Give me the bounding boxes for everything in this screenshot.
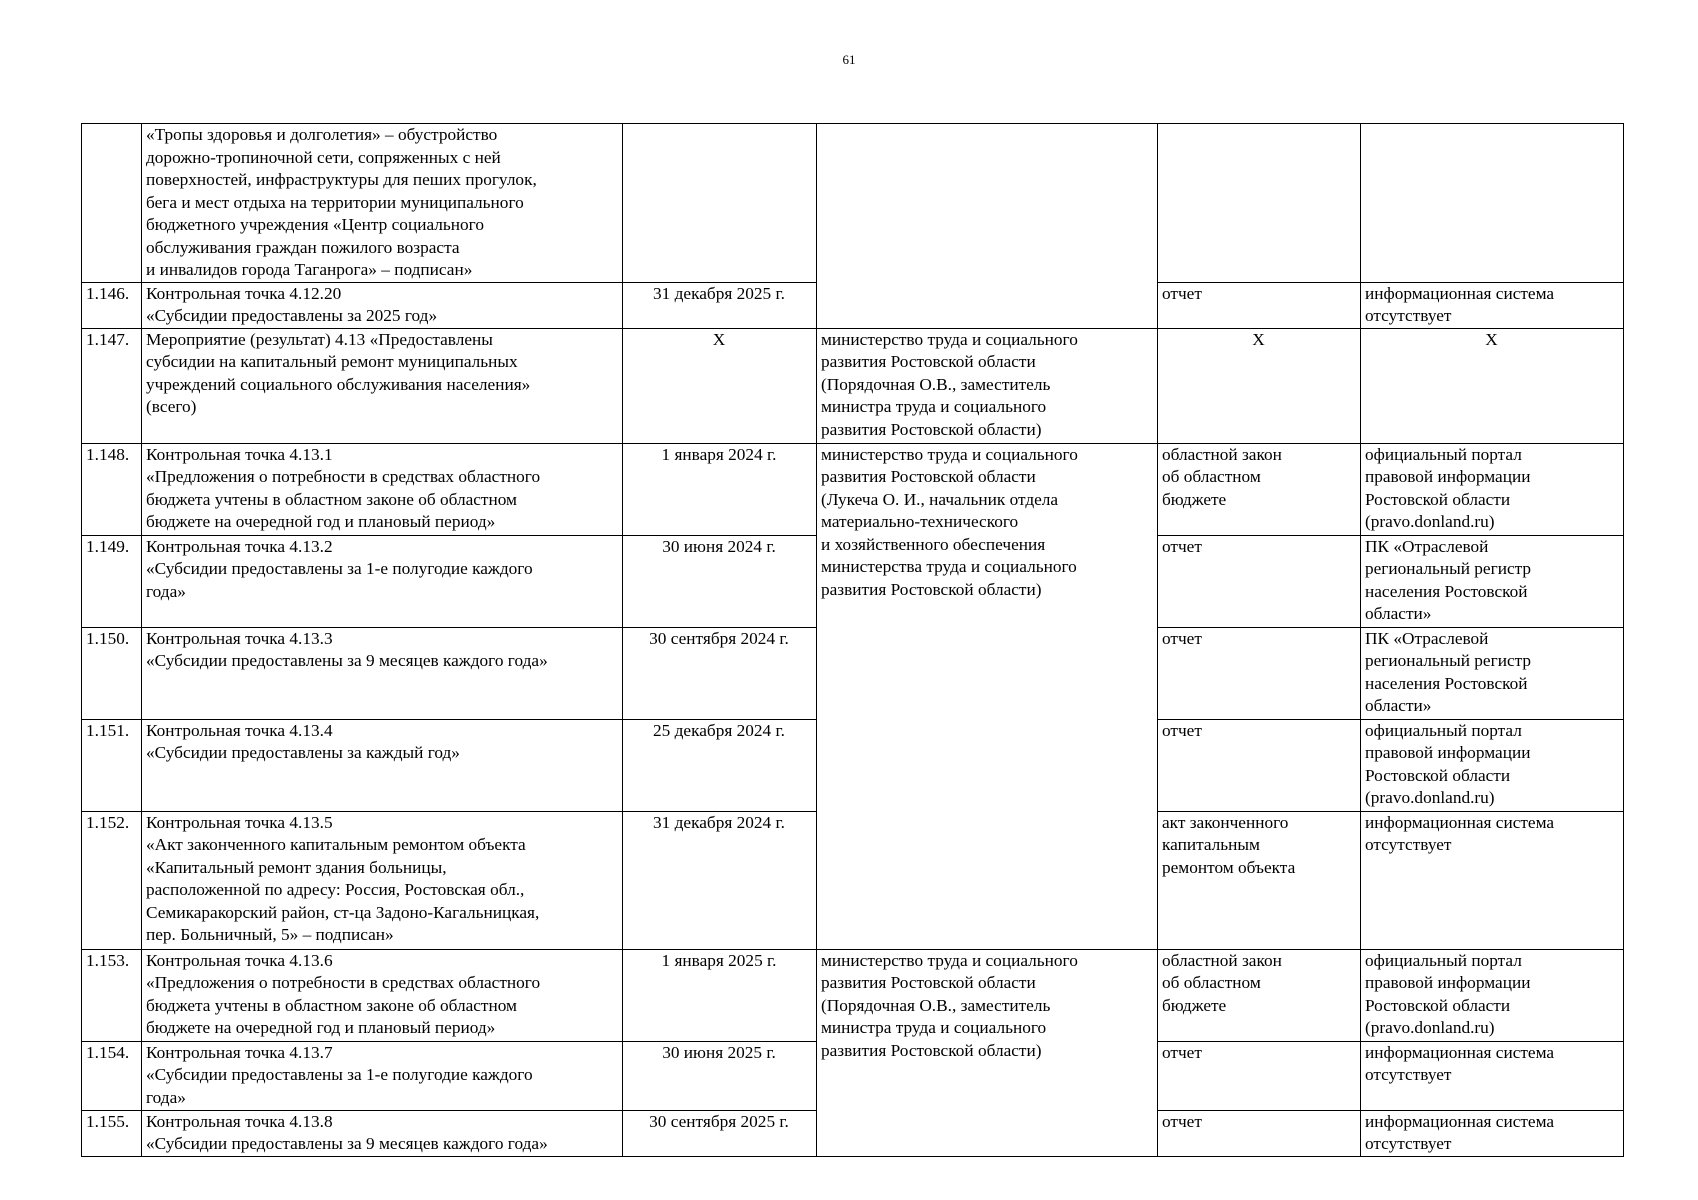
row-date: X [623,328,817,443]
row-responsible: министерство труда и социального развития Ростовской области (Порядочная О.В., заместитель министра труда и социального развития Ростовской области) [817,328,1158,443]
row-name: Контрольная точка 4.13.4 «Субсидии предоставлены за каждый год» [142,719,623,811]
row-number: 1.153. [82,949,142,1041]
row-number: 1.150. [82,627,142,719]
row-document [1158,124,1361,283]
row-number: 1.146. [82,282,142,328]
table-row [82,949,1624,1041]
table-row [82,443,1624,535]
row-document: отчет [1158,535,1361,627]
row-number: 1.151. [82,719,142,811]
row-responsible: министерство труда и социального развития Ростовской области (Лукеча О. И., начальник отдела материально-технического и хозяйственного обеспечения министерства труда и социального развития Ростовской области) [817,443,1158,949]
row-number: 1.148. [82,443,142,535]
row-number: 1.149. [82,535,142,627]
row-date: 31 декабря 2024 г. [623,811,817,949]
page-number: 61 [842,52,856,67]
control-points-table [81,123,1624,1157]
row-source: официальный портал правовой информации Ростовской области (pravo.donland.ru) [1361,719,1624,811]
row-document: отчет [1158,719,1361,811]
row-document: отчет [1158,1041,1361,1110]
row-source: информационная система отсутствует [1361,282,1624,328]
row-number: 1.147. [82,328,142,443]
row-date: 25 декабря 2024 г. [623,719,817,811]
row-source: X [1361,328,1624,443]
row-date [623,124,817,283]
row-document: X [1158,328,1361,443]
row-document: отчет [1158,282,1361,328]
row-name: Контрольная точка 4.12.20 «Субсидии предоставлены за 2025 год» [142,282,623,328]
row-number: 1.155. [82,1110,142,1156]
row-source [1361,124,1624,283]
row-document: акт законченного капитальным ремонтом объекта [1158,811,1361,949]
row-document: областной закон об областном бюджете [1158,949,1361,1041]
row-number [82,124,142,283]
row-source: информационная система отсутствует [1361,1110,1624,1156]
row-source: ПК «Отраслевой региональный регистр населения Ростовской области» [1361,535,1624,627]
row-date: 30 сентября 2024 г. [623,627,817,719]
row-source: информационная система отсутствует [1361,811,1624,949]
row-document: отчет [1158,1110,1361,1156]
row-name: Контрольная точка 4.13.1 «Предложения о потребности в средствах областного бюджета учтены в областном законе об областном бюджете на очередной год и плановый период» [142,443,623,535]
row-date: 1 января 2024 г. [623,443,817,535]
row-name: Контрольная точка 4.13.6 «Предложения о потребности в средствах областного бюджета учтены в областном законе об областном бюджете на очередной год и плановый период» [142,949,623,1041]
row-responsible [817,124,1158,329]
table-row [82,124,1624,283]
row-name: «Тропы здоровья и долголетия» – обустройство дорожно-тропиночной сети, сопряженных с ней поверхностей, инфраструктуры для пеших прогулок, бега и мест отдыха на территории муниципального бюджетного учреждения «Центр социального обслуживания граждан пожилого возраста и инвалидов города Таганрога» – подписан» [142,124,623,283]
row-responsible: министерство труда и социального развития Ростовской области (Порядочная О.В., заместитель министра труда и социального развития Ростовской области) [817,949,1158,1156]
row-number: 1.152. [82,811,142,949]
row-date: 31 декабря 2025 г. [623,282,817,328]
row-name: Контрольная точка 4.13.5 «Акт законченного капитальным ремонтом объекта «Капитальный ремонт здания больницы, расположенной по адресу: Россия, Ростовская обл., Семикаракорский район, ст-ца Задоно-Кагальницкая, пер. Больничный, 5» – подписан» [142,811,623,949]
row-source: ПК «Отраслевой региональный регистр населения Ростовской области» [1361,627,1624,719]
row-name: Контрольная точка 4.13.3 «Субсидии предоставлены за 9 месяцев каждого года» [142,627,623,719]
row-date: 30 июня 2025 г. [623,1041,817,1110]
row-name: Контрольная точка 4.13.7 «Субсидии предоставлены за 1-е полугодие каждого года» [142,1041,623,1110]
row-number: 1.154. [82,1041,142,1110]
row-document: областной закон об областном бюджете [1158,443,1361,535]
row-name: Мероприятие (результат) 4.13 «Предоставлены субсидии на капитальный ремонт муниципальных учреждений социального обслуживания населения» (всего) [142,328,623,443]
row-date: 30 сентября 2025 г. [623,1110,817,1156]
row-name: Контрольная точка 4.13.2 «Субсидии предоставлены за 1-е полугодие каждого года» [142,535,623,627]
row-source: официальный портал правовой информации Ростовской области (pravo.donland.ru) [1361,443,1624,535]
row-source: официальный портал правовой информации Ростовской области (pravo.donland.ru) [1361,949,1624,1041]
row-document: отчет [1158,627,1361,719]
row-date: 30 июня 2024 г. [623,535,817,627]
row-date: 1 января 2025 г. [623,949,817,1041]
row-name: Контрольная точка 4.13.8 «Субсидии предоставлены за 9 месяцев каждого года» [142,1110,623,1156]
row-source: информационная система отсутствует [1361,1041,1624,1110]
table-row [82,328,1624,443]
